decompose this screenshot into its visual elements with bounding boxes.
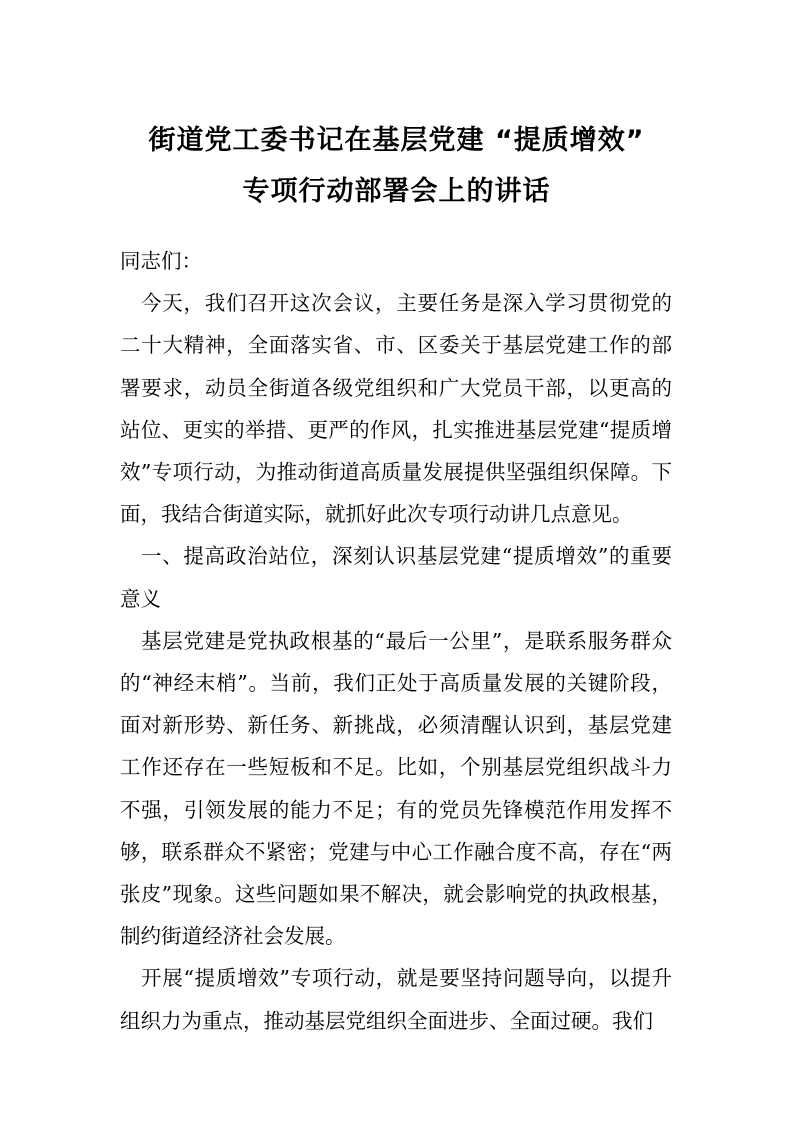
document-title-line-1: 街道党工委书记在基层党建 “提质增效” xyxy=(148,125,645,156)
paragraph-opening: 今天，我们召开这次会议，主要任务是深入学习贯彻党的二十大精神，全面落实省、市、区委关于基层党建工作的部署要求，动员全街道各级党组织和广大党员干部，以更高的站位、更实的举措、更严的作风，扎实推进基层党建“提质增效”专项行动，为推动街道高质量发展提供坚强组织保障。下面，我结合街道实际，就抓好此次专项行动讲几点意见。 xyxy=(120,291,672,527)
section-heading-1: 一、提高政治站位，深刻认识基层党建“提质增效”的重要意义 xyxy=(120,544,672,611)
document-body xyxy=(120,240,672,1042)
paragraph-section-1-continued: 开展“提质增效”专项行动，就是要坚持问题导向，以提升组织力为重点，推动基层党组织全面进步、全面过硬。我们 xyxy=(120,966,672,1033)
document-title-line-2: 专项行动部署会上的讲话 xyxy=(242,176,551,207)
paragraph-section-1-body: 基层党建是党执政根基的“最后一公里”，是联系服务群众的“神经末梢”。当前，我们正处于高质量发展的关键阶段，面对新形势、新任务、新挑战，必须清醒认识到，基层党建工作还存在一些短板和不足。比如，个别基层党组织战斗力不强，引领发展的能力不足；有的党员先锋模范作用发挥不够，联系群众不紧密；党建与中心工作融合度不高，存在“两张皮”现象。这些问题如果不解决，就会影响党的执政根基，制约街道经济社会发展。 xyxy=(120,628,672,949)
greeting: 同志们： xyxy=(120,249,202,273)
